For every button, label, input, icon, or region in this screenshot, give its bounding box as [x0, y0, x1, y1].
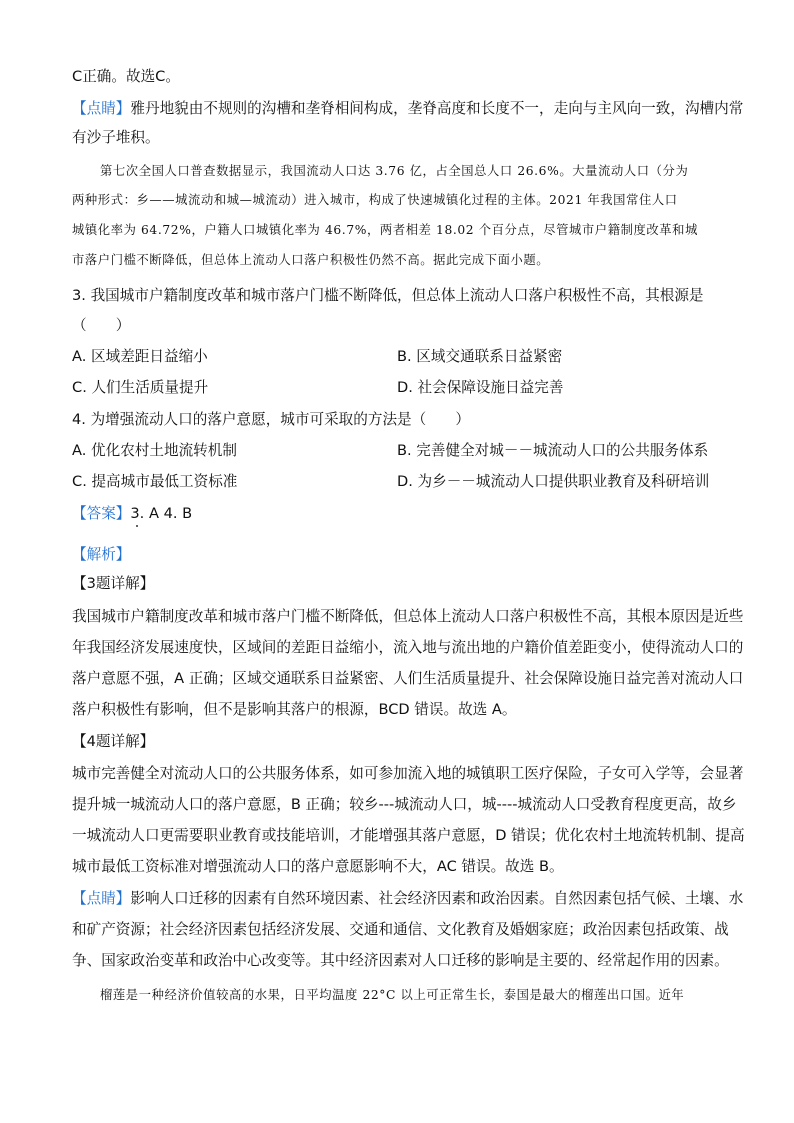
passage-line: 市落户门槛不断降低，但总体上流动人口落户积极性仍然不高。据此完成下面小题。 — [72, 253, 550, 267]
detail-4-line: 城市完善健全对流动人口的公共服务体系，如可参加流入地的城镇职工医疗保险，子女可入学等，会显著 — [72, 765, 744, 782]
detail-3-line: 落户意愿不强，A 正确；区域交通联系日益紧密、人们生活质量提升、社会保障设施日益完善对流动人口 — [72, 670, 744, 687]
passage-line: 第七次全国人口普查数据显示，我国流动人口达 3.76 亿，占全国总人口 26.6%。大量流动人口（分为 — [100, 164, 689, 178]
question-4-stem: 4. 为增强流动人口的落户意愿，城市可采取的方法是（ ） — [72, 411, 471, 428]
passage-line: 城镇化率为 64.72%，户籍人口城镇化率为 46.7%，两者相差 18.02 个百分点，尽管城市户籍制度改革和城 — [72, 223, 698, 237]
option-4c: C. 提高城市最低工资标准 — [72, 473, 238, 490]
note-text-line: 争、国家政治变革和政治中心改变等。其中经济因素对人口迁移的影响是主要的、经常起作用的因素。 — [72, 952, 729, 969]
option-3c: C. 人们生活质量提升 — [72, 379, 209, 396]
option-4b: B. 完善健全对城－－城流动人口的公共服务体系 — [397, 442, 709, 459]
detail-3-line: 落户积极性有影响，但不是影响其落户的根源，BCD 错误。故选 A。 — [72, 701, 517, 718]
detail-4-heading: 【4题详解】 — [72, 733, 155, 750]
note-paragraph-1 — [72, 99, 743, 119]
question-3-stem: 3. 我国城市户籍制度改革和城市落户门槛不断降低，但总体上流动人口落户积极性不高，其根源是 — [72, 287, 704, 304]
answer-line — [72, 504, 192, 524]
detail-3-line: 我国城市户籍制度改革和城市落户门槛不断降低，但总体上流动人口落户积极性不高，其根本原因是近些 — [72, 608, 744, 625]
passage-line: 两种形式：乡——城流动和城—城流动）进入城市，构成了快速城镇化过程的主体。2021 年我国常住人口 — [72, 193, 678, 207]
detail-3-line: 年我国经济发展速度快，区域间的差距日益缩小，流入地与流出地的户籍价值差距变小，使得流动人口的 — [72, 639, 744, 656]
note-text-line: 有沙子堆积。 — [72, 129, 160, 146]
note-tag: 【点睛】 — [72, 100, 131, 117]
answer-text: 3. A 4. B — [130, 505, 193, 522]
option-4a: A. 优化农村土地流转机制 — [72, 442, 237, 459]
note-text: 雅丹地貌由不规则的沟槽和垄脊相间构成，垄脊高度和长度不一，走向与主风向一致，沟槽内常 — [130, 100, 744, 117]
top-conclusion: C正确。故选C。 — [72, 68, 180, 85]
note-text-line: 和矿产资源；社会经济因素包括经济发展、交通和通信、文化教育及婚姻家庭；政治因素包括政策、战 — [72, 921, 729, 938]
answer-tag: 【答案】 — [72, 505, 131, 522]
option-3a: A. 区域差距日益缩小 — [72, 348, 208, 365]
note-text: 影响人口迁移的因素有自然环境因素、社会经济因素和政治因素。自然因素包括气候、土壤、水 — [130, 890, 744, 907]
detail-3-heading: 【3题详解】 — [72, 575, 155, 592]
detail-4-line: 提升城一城流动人口的落户意愿，B 正确；较乡---城流动人口，城----城流动人口受教育程度更高，故乡 — [72, 796, 737, 813]
note-paragraph-2 — [72, 889, 743, 909]
detail-4-line: 城市最低工资标准对增强流动人口的落户意愿影响不大，AC 错误。故选 B。 — [72, 858, 564, 875]
question-3-blank: （ ） — [72, 317, 131, 334]
option-4d: D. 为乡－－城流动人口提供职业教育及科研培训 — [397, 473, 710, 490]
option-3d: D. 社会保障设施日益完善 — [397, 379, 564, 396]
analysis-heading: 【解析】 — [72, 546, 131, 563]
option-3b: B. 区域交通联系日益紧密 — [397, 348, 563, 365]
detail-4-line: 一城流动人口更需要职业教育或技能培训，才能增强其落户意愿，D 错误；优化农村土地流转机制、提高 — [72, 827, 745, 844]
note-tag: 【点睛】 — [72, 890, 131, 907]
stray-dot — [136, 525, 138, 527]
passage-line: 榴莲是一种经济价值较高的水果，日平均温度 22°C 以上可正常生长，泰国是最大的榴莲出口国。近年 — [100, 988, 685, 1002]
